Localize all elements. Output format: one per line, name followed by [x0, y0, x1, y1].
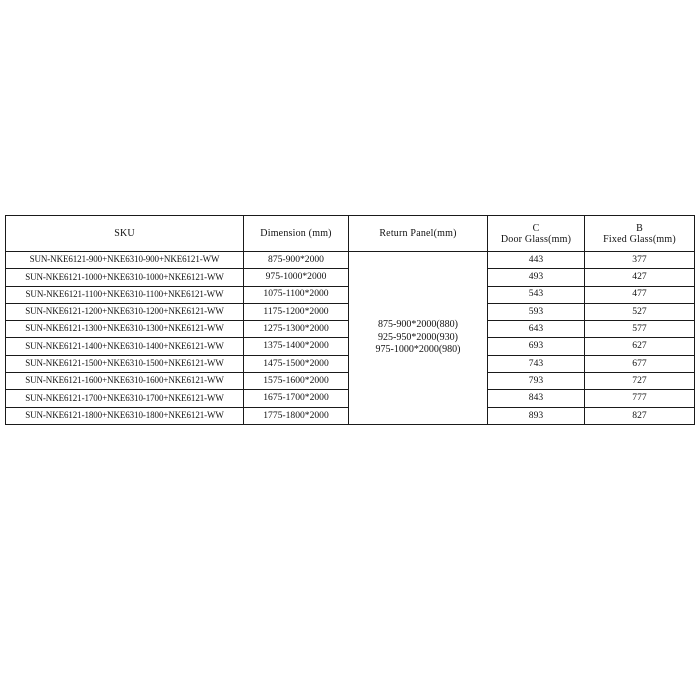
fixed-glass-cell: 777 — [585, 390, 695, 407]
return-panel-value: 975-1000*2000(980) — [375, 344, 461, 356]
dimension-cell: 1675-1700*2000 — [244, 390, 349, 407]
spec-table — [5, 215, 695, 425]
header-door-glass — [488, 216, 585, 252]
door-glass-cell: 643 — [488, 321, 585, 338]
sku-cell: SUN-NKE6121-1500+NKE6310-1500+NKE6121-WW — [6, 355, 244, 372]
dimension-cell: 1575-1600*2000 — [244, 373, 349, 390]
sku-cell: SUN-NKE6121-1300+NKE6310-1300+NKE6121-WW — [6, 321, 244, 338]
door-glass-cell: 443 — [488, 252, 585, 269]
door-glass-cell: 593 — [488, 303, 585, 320]
dimension-cell: 1075-1100*2000 — [244, 286, 349, 303]
sku-cell: SUN-NKE6121-1400+NKE6310-1400+NKE6121-WW — [6, 338, 244, 355]
sku-cell: SUN-NKE6121-1100+NKE6310-1100+NKE6121-WW — [6, 286, 244, 303]
header-sku: SKU — [6, 216, 244, 252]
table-row — [6, 252, 695, 269]
header-fixed-glass-label: Fixed Glass(mm) — [603, 233, 676, 245]
return-panel-cell — [349, 252, 488, 425]
dimension-cell: 875-900*2000 — [244, 252, 349, 269]
door-glass-cell: 543 — [488, 286, 585, 303]
door-glass-cell: 893 — [488, 407, 585, 424]
dimension-cell: 1175-1200*2000 — [244, 303, 349, 320]
door-glass-cell: 743 — [488, 355, 585, 372]
fixed-glass-cell: 827 — [585, 407, 695, 424]
header-door-glass-label: Door Glass(mm) — [500, 233, 572, 245]
sku-cell: SUN-NKE6121-1200+NKE6310-1200+NKE6121-WW — [6, 303, 244, 320]
dimension-cell: 1375-1400*2000 — [244, 338, 349, 355]
door-glass-cell: 793 — [488, 373, 585, 390]
header-door-glass-letter: C — [532, 222, 540, 234]
sku-cell: SUN-NKE6121-1700+NKE6310-1700+NKE6121-WW — [6, 390, 244, 407]
sku-cell: SUN-NKE6121-900+NKE6310-900+NKE6121-WW — [6, 252, 244, 269]
return-panel-value: 875-900*2000(880) — [378, 319, 458, 331]
door-glass-cell: 693 — [488, 338, 585, 355]
dimension-cell: 1275-1300*2000 — [244, 321, 349, 338]
header-fixed-glass — [585, 216, 695, 252]
fixed-glass-cell: 677 — [585, 355, 695, 372]
spec-table-container — [5, 215, 694, 425]
door-glass-cell: 493 — [488, 269, 585, 286]
table-header-row — [6, 216, 695, 252]
dimension-cell: 1475-1500*2000 — [244, 355, 349, 372]
header-return-panel: Return Panel(mm) — [349, 216, 488, 252]
fixed-glass-cell: 627 — [585, 338, 695, 355]
sku-cell: SUN-NKE6121-1000+NKE6310-1000+NKE6121-WW — [6, 269, 244, 286]
sku-cell: SUN-NKE6121-1800+NKE6310-1800+NKE6121-WW — [6, 407, 244, 424]
dimension-cell: 1775-1800*2000 — [244, 407, 349, 424]
fixed-glass-cell: 377 — [585, 252, 695, 269]
fixed-glass-cell: 727 — [585, 373, 695, 390]
fixed-glass-cell: 527 — [585, 303, 695, 320]
header-dimension: Dimension (mm) — [244, 216, 349, 252]
header-fixed-glass-letter: B — [636, 222, 643, 234]
fixed-glass-cell: 577 — [585, 321, 695, 338]
fixed-glass-cell: 477 — [585, 286, 695, 303]
sku-cell: SUN-NKE6121-1600+NKE6310-1600+NKE6121-WW — [6, 373, 244, 390]
return-panel-value: 925-950*2000(930) — [378, 331, 458, 343]
door-glass-cell: 843 — [488, 390, 585, 407]
fixed-glass-cell: 427 — [585, 269, 695, 286]
dimension-cell: 975-1000*2000 — [244, 269, 349, 286]
